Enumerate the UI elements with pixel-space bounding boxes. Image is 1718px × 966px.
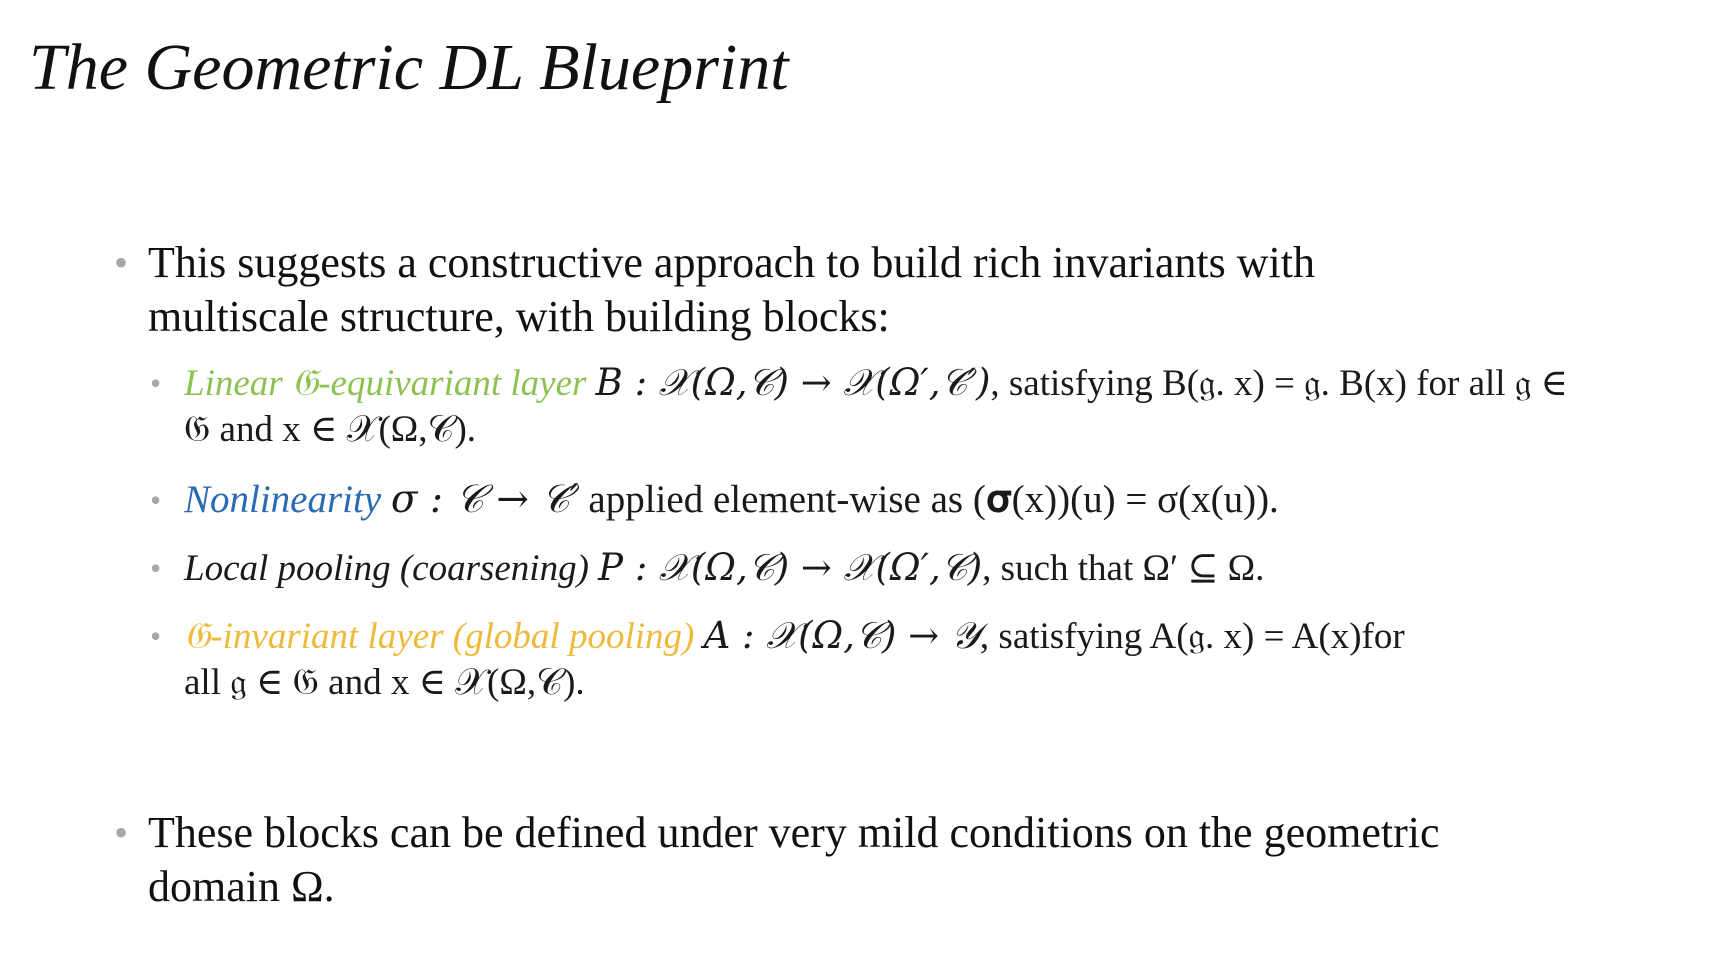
math-nonlinearity-signature: σ : 𝒞 → 𝒞′ [390,477,579,522]
bullet-building-blocks [114,236,1588,344]
sub-item-rest-line2: all 𝔤 ∈ 𝔊 and x ∈ 𝒳(Ω,𝒞). [184,662,585,703]
bullet-text-line2: domain Ω. [148,862,335,911]
math-linear-layer-signature: B : 𝒳(Ω,𝒞) → 𝒳(Ω′,𝒞′) [595,361,991,404]
sub-item-linear-layer [150,360,1604,453]
bullet-text-line1: These blocks can be defined under very mild conditions on the geometric [148,808,1440,857]
sub-bullet-dot-icon: • [150,550,162,586]
bullet-dot-icon: • [114,810,129,855]
math-pooling-signature: P : 𝒳(Ω,𝒞) → 𝒳(Ω′,𝒞) [598,546,983,589]
sub-bullet-dot-icon: • [150,365,162,401]
term-nonlinearity: Nonlinearity [184,478,382,521]
sub-item-rest-line2: 𝔊 and x ∈ 𝒳(Ω,𝒞). [184,409,477,450]
sub-item-rest-line1: , such that Ω′ ⊆ Ω. [982,548,1265,589]
sub-bullet-dot-icon: • [150,482,162,518]
bullet-text-line1: This suggests a constructive approach to build rich invariants with [148,238,1315,287]
sub-item-line1 [184,613,1604,660]
sub-item-nonlinearity [150,477,1604,523]
term-linear-equivariant-layer: Linear 𝔊-equivariant layer [184,363,587,404]
term-invariant-layer: 𝔊-invariant layer (global pooling) [184,616,695,657]
sub-item-rest-line1: , satisfying B(𝔤. x) = 𝔤. B(x) for all 𝔤 ∈ [990,363,1568,404]
sub-item-line1 [184,360,1604,407]
slide-title: The Geometric DL Blueprint [29,31,789,104]
sub-item-rest-line1: applied element-wise as (𝛔(x))(u) = σ(x(u)). [578,478,1279,521]
sub-bullet-dot-icon: • [150,618,162,654]
sub-item-line1 [184,545,1604,592]
sub-item-line1 [184,477,1604,523]
bullet-mild-conditions [114,806,1598,914]
bullet-dot-icon: • [114,240,129,285]
sub-item-invariant-layer [150,613,1604,706]
term-local-pooling: Local pooling (coarsening) [184,548,589,589]
bullet-text-line2: multiscale structure, with building blocks: [148,292,890,341]
math-invariant-layer-signature: A : 𝒳(Ω,𝒞) → 𝒴 [703,614,980,657]
sub-item-rest-line1: , satisfying A(𝔤. x) = A(x)for [979,616,1405,657]
sub-item-local-pooling [150,545,1604,592]
